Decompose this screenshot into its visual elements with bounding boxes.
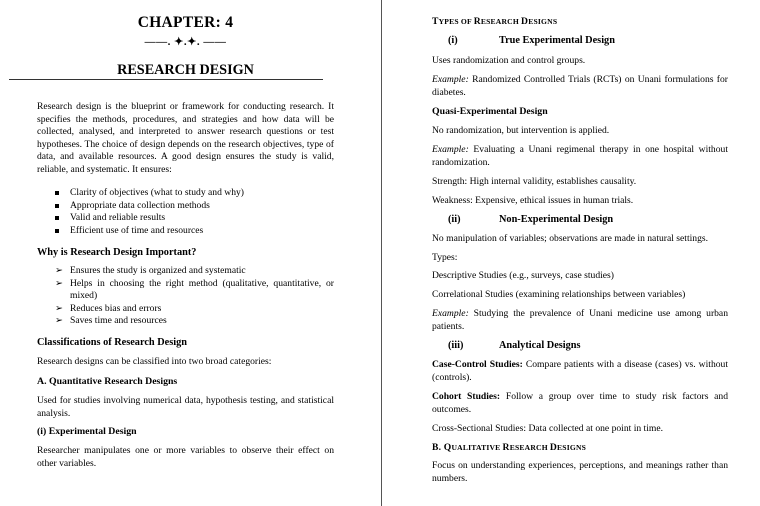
true-experimental-example: Example: Randomized Controlled Trials (RCTs) on Unani formulations for diabetes.: [432, 74, 728, 98]
why-heading: Why is Research Design Important?: [37, 247, 197, 258]
arrow-bullet-icon: ➢: [55, 302, 64, 314]
list-item: Valid and reliable results: [37, 212, 334, 225]
arrow-bullet-icon: ➢: [55, 265, 64, 276]
non-experimental-text: No manipulation of variables; observations are made in natural settings.: [432, 233, 709, 244]
qualitative-heading: B. QUALITATIVE RESEARCH DESIGNS: [432, 442, 587, 453]
true-experimental-text: Uses randomization and control groups.: [432, 55, 586, 66]
chapter-ornament: ——. ✦.✦. ——: [144, 36, 227, 48]
intro-paragraph: Research design is the blueprint or framework for conducting research. It specifies the methods, procedures, and strategies and how data will be collected, analysed, and interpreted to answer research questions or test hypotheses. The choice of design depends on the research objectives, type of data, and available resources. A good design ensures the study is valid, reliable, and systematic. It ensures:: [37, 101, 334, 175]
quantitative-heading: A. Quantitative Research Designs: [37, 376, 178, 387]
case-control-text: Case-Control Studies: Compare patients with a disease (cases) vs. without (controls).: [432, 359, 728, 383]
list-item: ➢ Ensures the study is organized and systematic: [55, 265, 246, 276]
true-experimental-heading: (i) True Experimental Design: [448, 35, 615, 46]
quasi-experimental-example: Example: Evaluating a Unani regimenal therapy in one hospital without randomization.: [432, 144, 728, 168]
quasi-experimental-text: No randomization, but intervention is applied.: [432, 125, 610, 136]
descriptive-studies: Descriptive Studies (e.g., surveys, case studies): [432, 270, 614, 281]
list-item: Efficient use of time and resources: [37, 225, 334, 238]
ensures-list: [37, 187, 334, 237]
arrow-bullet-icon: ➢: [55, 277, 64, 289]
chapter-number: CHAPTER: 4: [137, 14, 234, 31]
analytical-heading: (iii) Analytical Designs: [448, 340, 581, 351]
square-bullet-icon: [55, 204, 59, 208]
strength-text: Strength: High internal validity, establishes causality.: [432, 176, 637, 187]
types-label: Types:: [432, 252, 458, 263]
page-divider: [381, 0, 382, 506]
quantitative-text: Used for studies involving numerical data, hypothesis testing, and statistical analysis.: [37, 395, 334, 419]
square-bullet-icon: [55, 229, 59, 233]
list-item: ➢ Saves time and resources: [55, 315, 167, 327]
qualitative-text: Focus on understanding experiences, perceptions, and meanings rather than numbers.: [432, 460, 728, 484]
classification-text: Research designs can be classified into two broad categories:: [37, 356, 272, 367]
why-list: [37, 265, 334, 328]
arrow-bullet-icon: ➢: [55, 315, 64, 327]
square-bullet-icon: [55, 191, 59, 195]
title-rule: [9, 79, 323, 80]
weakness-text: Weakness: Expensive, ethical issues in human trials.: [432, 195, 634, 206]
experimental-text: Researcher manipulates one or more variables to observe their effect on other variables.: [37, 445, 334, 469]
non-experimental-heading: (ii) Non-Experimental Design: [448, 214, 614, 225]
list-item: ➢ Helps in choosing the right method (qualitative, quantitative, or mixed): [55, 277, 334, 302]
cross-sectional-text: Cross-Sectional Studies: Data collected at one point in time.: [432, 423, 663, 434]
non-experimental-example: Example: Studying the prevalence of Unani medicine use among urban patients.: [432, 308, 728, 332]
list-item: Appropriate data collection methods: [37, 200, 334, 213]
chapter-title: RESEARCH DESIGN: [117, 62, 254, 78]
classification-heading: Classifications of Research Design: [37, 337, 187, 348]
experimental-heading: (i) Experimental Design: [37, 426, 137, 437]
list-item: ➢ Reduces bias and errors: [55, 302, 162, 314]
list-item: Clarity of objectives (what to study and why): [37, 187, 334, 200]
cohort-text: Cohort Studies: Follow a group over time to study risk factors and outcomes.: [432, 391, 729, 415]
correlational-studies: Correlational Studies (examining relationships between variables): [432, 289, 686, 300]
square-bullet-icon: [55, 216, 59, 220]
types-heading: TYPES OF RESEARCH DESIGNS: [432, 16, 558, 27]
quasi-experimental-heading: Quasi-Experimental Design: [432, 106, 548, 117]
